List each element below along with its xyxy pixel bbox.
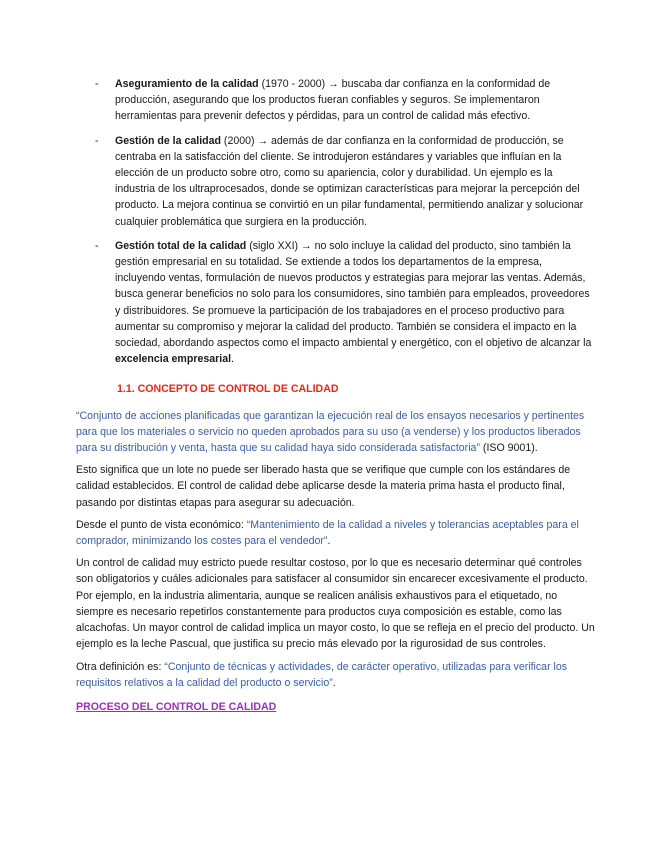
economic-end: . xyxy=(327,535,331,548)
bullet-item xyxy=(76,238,595,368)
bullet-text: (2000) → además de dar confianza en la conformidad de producción, se centraba en la satisfacción del cliente. Se introdujeron estándares y variables que influían en la elección de un producto sobre otro, como su apariencia, color y durabilidad. Un ejemplo es la industria de los ultraprocesados, donde se optimizan características para mejorar la percepción del producto. La mejora continua se convirtió en un pilar fundamental, permitiendo analizar y solucionar cualquier problemática que surgiera en la producción. xyxy=(115,134,584,228)
bullet-title: Gestión de la calidad xyxy=(115,134,221,147)
bullet-item xyxy=(76,133,595,230)
section-heading: 1.1. CONCEPTO DE CONTROL DE CALIDAD xyxy=(117,383,339,396)
other-quote: “Conjunto de técnicas y actividades, de carácter operativo, utilizadas para verificar los requisitos relativos a la calidad del producto o servicio” xyxy=(76,660,568,689)
bullet-text: (siglo XXI) → no solo incluye la calidad del producto, sino también la gestión empresarial en su totalidad. Se extiende a todos los departamentos de la empresa, incluyendo ventas, formulación de nuevos productos y estrategias para mejorar las ventas. Además, busca generar beneficios no solo para los consumidores, sino también para empleados, proveedores y distribuidores. Se promueve la participación de los trabajadores en el proceso productivo para aumentar su compromiso y mejorar la calidad del producto. También se considera el impacto en la sociedad, abordando aspectos como el impacto ambiental y energético, con el objetivo de alcanzar la xyxy=(115,239,592,350)
history-bullet-list xyxy=(76,76,595,367)
economic-quote: “Mantenimiento de la calidad a niveles y tolerancias aceptables para el comprador, minimizando los costes para el vendedor” xyxy=(76,518,579,548)
process-heading-link[interactable]: PROCESO DEL CONTROL DE CALIDAD xyxy=(76,700,277,713)
other-definition-paragraph xyxy=(76,659,595,691)
economic-definition-paragraph xyxy=(76,517,595,549)
bullet-title: Gestión total de la calidad xyxy=(115,239,247,252)
other-end: . xyxy=(332,676,336,689)
lot-release-paragraph: Esto significa que un lote no puede ser liberado hasta que se verifique que cumple con los estándares de calidad establecidos. El control de calidad debe aplicarse desde la materia prima hasta el producto final, pasando por distintas etapas para asegurar su adecuación. xyxy=(76,464,571,509)
bullet-text: (1970 - 2000) → buscaba dar confianza en la conformidad de producción, asegurando que los productos fueran confiables y seguros. Se implementaron herramientas para prevenir defectos y pérdidas, para un control de calidad más efectivo. xyxy=(115,78,551,123)
bullet-dash: - xyxy=(95,134,99,147)
bullet-dash: - xyxy=(95,239,99,252)
bullet-item xyxy=(76,76,595,125)
iso-definition-paragraph xyxy=(76,408,595,457)
economic-intro: Desde el punto de vista económico: xyxy=(76,518,247,531)
bullet-title: Aseguramiento de la calidad xyxy=(115,78,259,90)
other-intro: Otra definición es: xyxy=(76,660,165,673)
bullet-emphasis: excelencia empresarial xyxy=(115,353,232,366)
iso-source: (ISO 9001). xyxy=(479,442,538,455)
cost-paragraph: Un control de calidad muy estricto puede resultar costoso, por lo que es necesario determinar qué controles son obligatorios y cuáles adicionales para satisfacer al consumidor sin encarecer excesivamente el producto. Por ejemplo, en la industria alimentaria, aunque se realicen análisis exhaustivos para el etiquetado, no siempre es necesario repetirlos constantemente para productos cuya composición es estable, como las alcachofas. Un mayor control de calidad implica un mayor costo, lo que se refleja en el precio del producto. Un ejemplo es la leche Pascual, que justifica su precio más elevado por la rigurosidad de sus controles. xyxy=(76,557,595,651)
bullet-tail: . xyxy=(231,353,234,366)
bullet-dash: - xyxy=(95,78,99,90)
iso-quote: “Conjunto de acciones planificadas que garantizan la ejecución real de los ensayos necesarios y pertinentes para que los materiales o servicio no queden aprobados para su uso (a venderse) y los productos liberados para su distribución y venta, hasta que su calidad haya sido considerada satisfactoria” xyxy=(76,409,585,455)
